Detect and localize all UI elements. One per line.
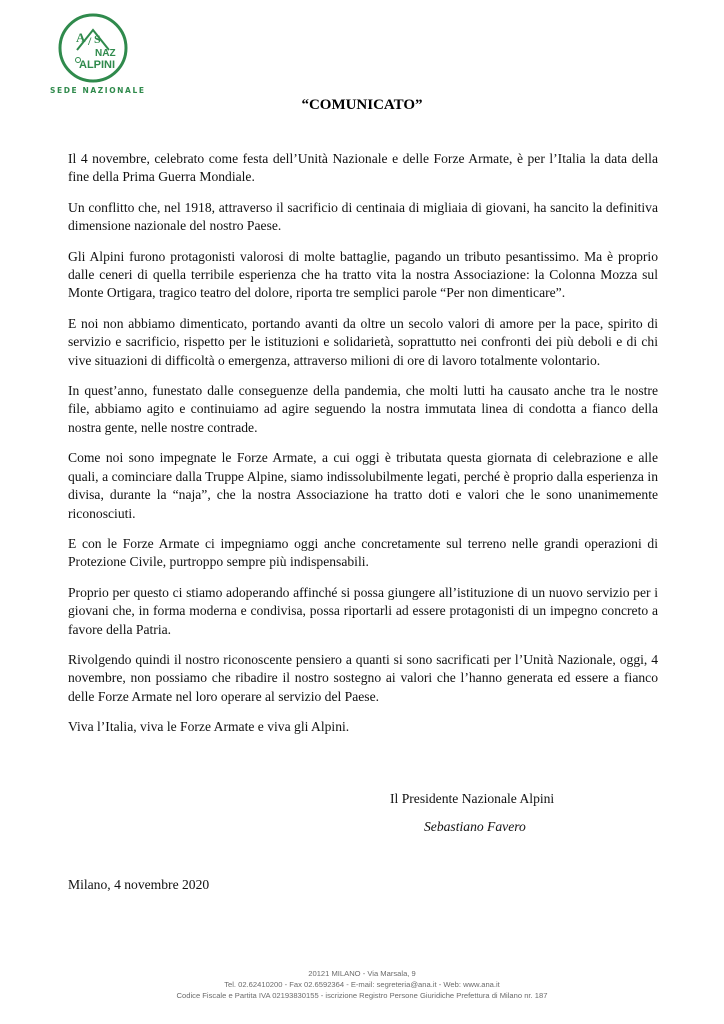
paragraph: In quest’anno, funestato dalle conseguenze della pandemia, che molti lutti ha causato anche tra le nostre file, abbiamo agito e continuiamo ad agire seguendo la nostra immutata linea di condotta a fianco della nostra gente, nelle nostre contrade. <box>68 383 658 435</box>
ana-emblem-icon <box>50 10 136 84</box>
document-body <box>68 150 658 749</box>
document-title: “COMUNICATO” <box>301 97 423 113</box>
paragraph: Gli Alpini furono protagonisti valorosi di molte battaglie, pagando un tributo pesantissimo. Ma è proprio dalle ceneri di quella terribile esperienza che ha tratto vita la nostra Associazione: la Colonna Mozza sul Monte Ortigara, tragico teatro del dolore, riporta tre semplici parole “Per non dimenticare”. <box>68 248 658 301</box>
logo-top-text: A <box>76 30 86 45</box>
footer-contacts: Tel. 02.62410200 - Fax 02.6592364 - E-mail: segreteria@ana.it - Web: www.ana.it <box>224 980 500 989</box>
signature-role: Il Presidente Nazionale Alpini <box>390 791 555 806</box>
paragraph: Viva l’Italia, viva le Forze Armate e viva gli Alpini. <box>68 719 350 735</box>
paragraph: Il 4 novembre, celebrato come festa dell’Unità Nazionale e delle Forze Armate, è per l’Italia la data della fine della Prima Guerra Mondiale. <box>68 151 658 185</box>
ana-logo <box>50 10 146 100</box>
paragraph: E con le Forze Armate ci impegniamo oggi anche concretamente sul terreno nelle grandi operazioni di Protezione Civile, purtroppo sempre più indispensabili. <box>68 535 658 570</box>
paragraph: Un conflitto che, nel 1918, attraverso il sacrificio di centinaia di migliaia di giovani, ha sancito la definitiva dimensione nazionale del nostro Paese. <box>68 199 658 234</box>
paragraph: E noi non abbiamo dimenticato, portando avanti da oltre un secolo valori di amore per la pace, spirito di servizio e sacrificio, rispetto per le istituzioni e solidarietà, soprattutto nei confronti dei più deboli e di chi vive situazioni di difficoltà o emergenza, attraverso milioni di ore di lavoro totalmente volontario. <box>68 315 658 368</box>
letterhead-footer <box>0 968 724 1001</box>
place-date: Milano, 4 novembre 2020 <box>68 877 210 892</box>
paragraph: Come noi sono impegnate le Forze Armate, a cui oggi è tributata questa giornata di celebrazione e alle quali, a cominciare dalla Truppe Alpine, siamo indissolubilmente legati, perché è proprio dalla esperienza in divisa, durante la “naja”, che la nostra Associazione ha tratto doti e valori che le sono unanimemente riconosciuti. <box>68 450 658 521</box>
signature-name: Sebastiano Favero <box>424 819 526 834</box>
paragraph: Proprio per questo ci stiamo adoperando affinché si possa giungere all’istituzione di un nuovo servizio per i giovani che, in forma moderna e condivisa, possa riportarli ad essere protagonisti di un impegno concreto a favore della Patria. <box>68 584 658 637</box>
footer-address: 20121 MILANO - Via Marsala, 9 <box>308 969 416 978</box>
svg-text:/: / <box>88 34 92 48</box>
footer-registration: Codice Fiscale e Partita IVA 02193830155 - iscrizione Registro Persone Giuridiche Prefettura di Milano nr. 187 <box>176 991 548 1000</box>
paragraph: Rivolgendo quindi il nostro riconoscente pensiero a quanti si sono sacrificati per l’Unità Nazionale, oggi, 4 novembre, non possiamo che ribadire il nostro sostegno ai valori che l’hanno generata ed essere a fianco delle Forze Armate nel loro operare al servizio del Paese. <box>68 651 658 704</box>
logo-mid-text: NAZ <box>95 48 116 59</box>
svg-text:S: S <box>94 32 101 46</box>
logo-bottom-text: ALPINI <box>79 59 116 71</box>
logo-subtitle: SEDE NAZIONALE <box>50 86 146 95</box>
